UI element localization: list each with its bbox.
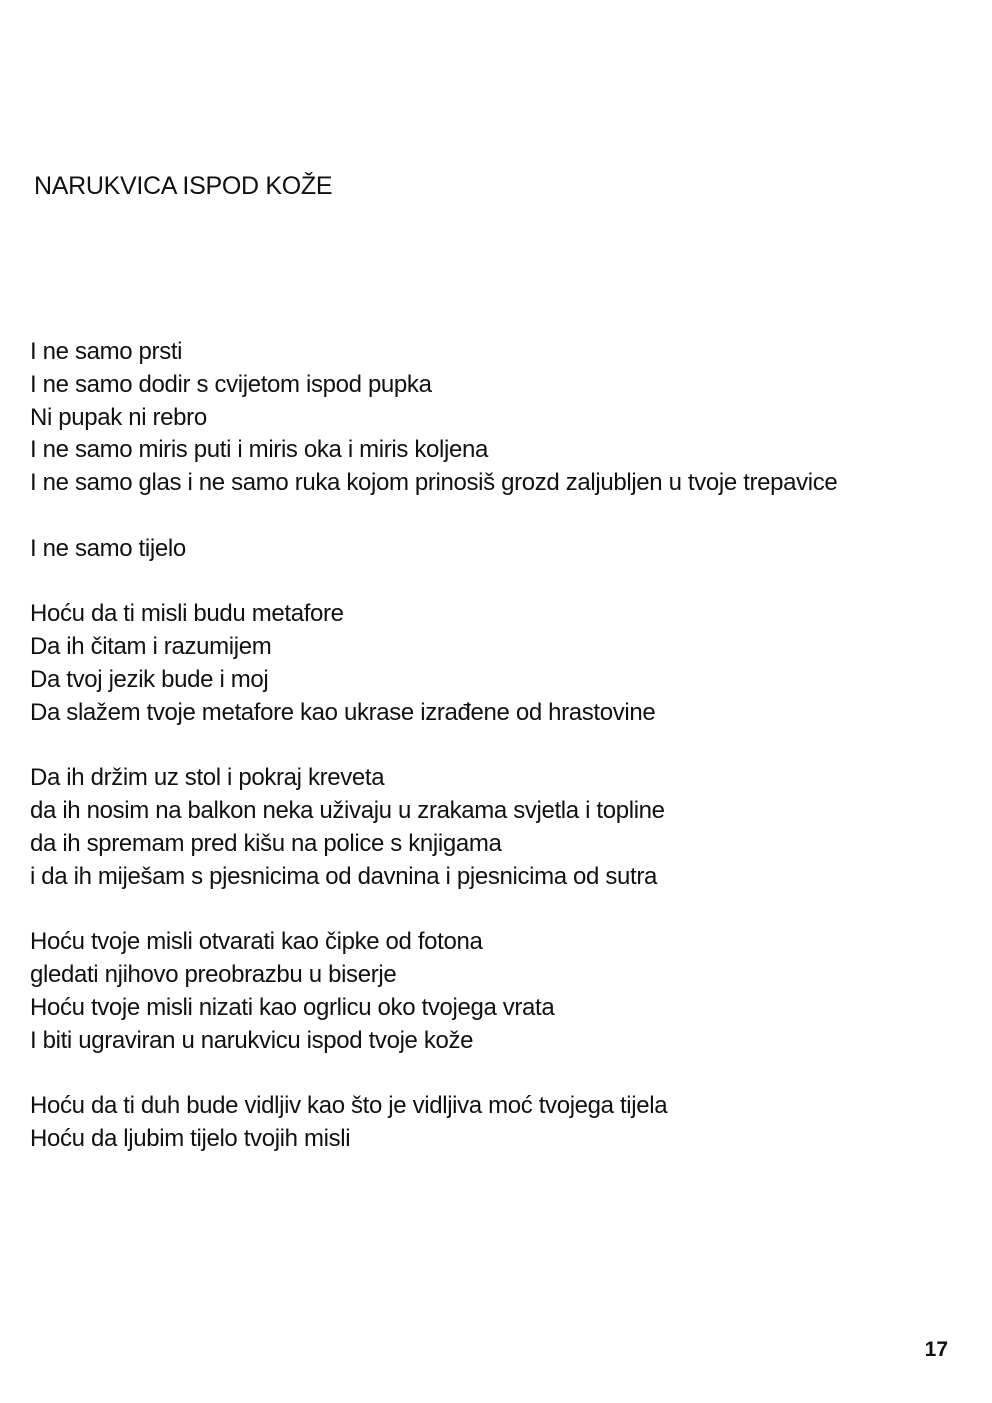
poem-line: Da tvoj jezik bude i moj [30, 665, 269, 693]
poem-line: da ih spremam pred kišu na police s knjigama [30, 829, 502, 857]
poem-line: I ne samo prsti [30, 338, 183, 365]
poem-body [30, 336, 990, 1189]
stanza [30, 533, 990, 566]
stanza [30, 336, 990, 500]
poem-line: I ne samo tijelo [30, 534, 186, 562]
poem-line: Ni pupak ni rebro [30, 403, 207, 431]
poem-line: I ne samo glas i ne samo ruka kojom prinosiš grozd zaljubljen u tvoje trepavice [30, 469, 838, 497]
page-number: 17 [924, 1338, 948, 1361]
poem-line: Hoću tvoje misli nizati kao ogrlicu oko tvojega vrata [30, 993, 555, 1021]
stanza [30, 926, 990, 1057]
poem-title: NARUKVICA ISPOD KOŽE [34, 172, 333, 200]
stanza [30, 598, 990, 729]
stanza [30, 762, 990, 893]
poem-line: Hoću da ljubim tijelo tvojih misli [30, 1125, 351, 1153]
poem-line: Da slažem tvoje metafore kao ukrase izrađene od hrastovine [30, 698, 656, 726]
poem-line: gledati njihovo preobrazbu u biserje [30, 961, 397, 989]
stanza [30, 1090, 990, 1156]
poem-line: Da ih držim uz stol i pokraj kreveta [30, 764, 385, 792]
poem-line: Hoću da ti misli budu metafore [30, 600, 344, 628]
poem-line: I ne samo dodir s cvijetom ispod pupka [30, 370, 432, 398]
poem-line: I biti ugraviran u narukvicu ispod tvoje kože [30, 1026, 474, 1054]
poem-line: Hoću da ti duh bude vidljiv kao što je vidljiva moć tvojega tijela [30, 1092, 668, 1120]
poem-line: I ne samo miris puti i miris oka i miris koljena [30, 436, 488, 464]
poem-line: Da ih čitam i razumijem [30, 633, 272, 661]
poem-line: Hoću tvoje misli otvarati kao čipke od fotona [30, 928, 483, 956]
poem-line: da ih nosim na balkon neka uživaju u zrakama svjetla i topline [30, 797, 665, 825]
poem-line: i da ih miješam s pjesnicima od davnina i pjesnicima od sutra [30, 862, 657, 890]
